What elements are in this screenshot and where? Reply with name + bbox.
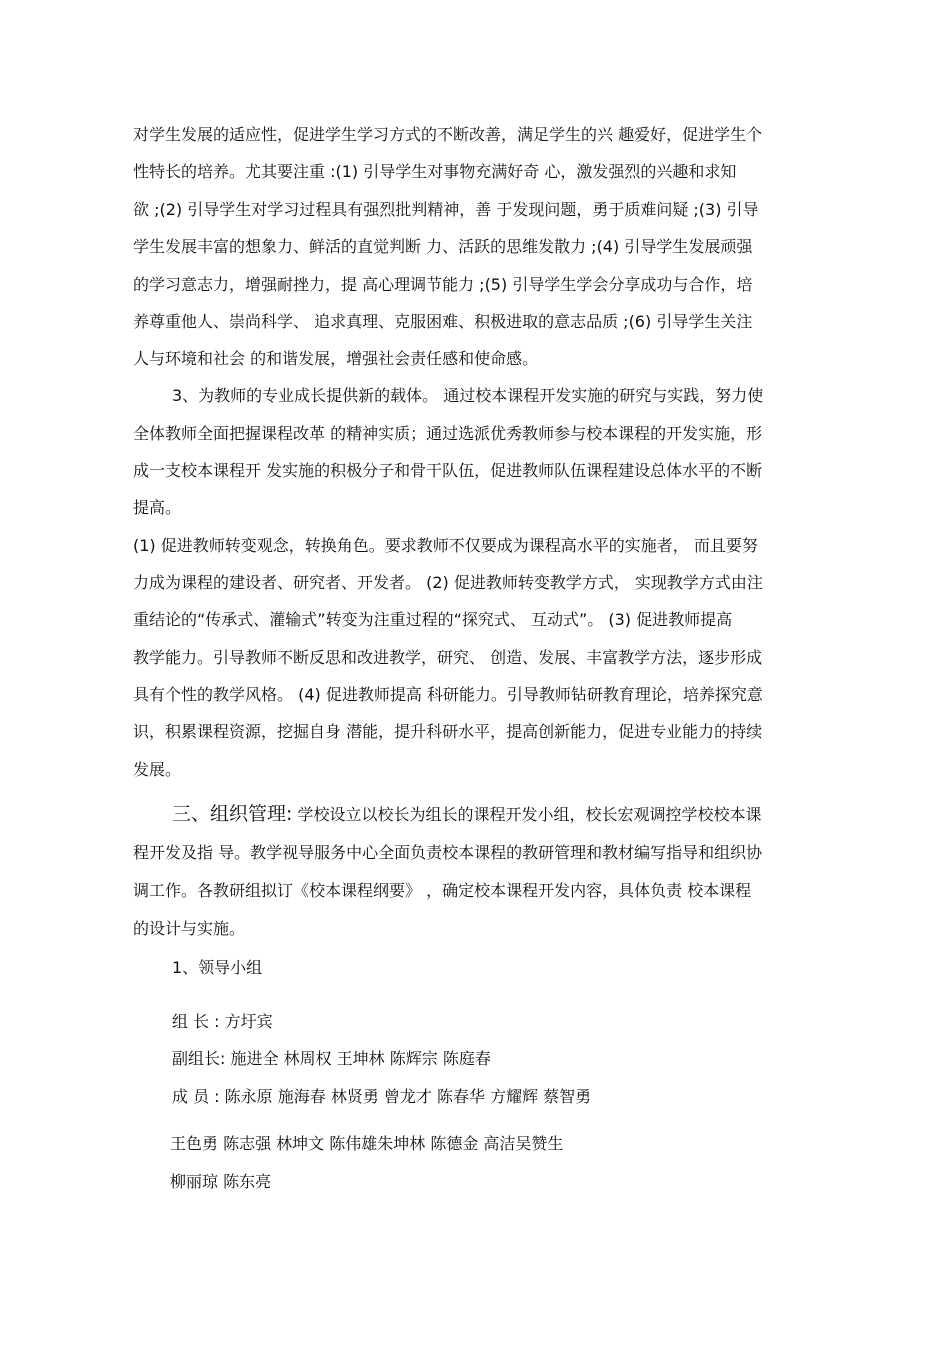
text-line: 的学习意志力，增强耐挫力，提 高心理调节能力 ;(5) 引导学生学会分享成功与合作，培 — [133, 275, 753, 294]
text-line: 重结论的“传承式、灌输式”转变为注重过程的“探究式、 互动式”。 (3) 促进教师提高 — [133, 610, 733, 629]
text-line: 具有个性的教学风格。 (4) 促进教师提高 科研能力。引导教师钻研教育理论，培养探究意 — [133, 685, 763, 704]
text-line: 柳丽琼 陈东亮 — [170, 1172, 272, 1191]
section-heading-text: 学校设立以校长为组长的课程开发小组，校长宏观调控学校校本课 — [292, 805, 762, 824]
text-line: (1) 促进教师转变观念，转换角色。要求教师不仅要成为课程高水平的实施者， 而且要努 — [133, 536, 758, 555]
text-line: 教学能力。引导教师不断反思和改进教学，研究、 创造、发展、丰富教学方法，逐步形成 — [133, 648, 763, 667]
text-line: 副组长: 施进全 林周权 王坤林 陈辉宗 陈庭春 — [172, 1049, 491, 1068]
text-line: 对学生发展的适应性，促进学生学习方式的不断改善，满足学生的兴 趣爱好，促进学生个 — [133, 125, 763, 144]
text-line: 王色勇 陈志强 林坤文 陈伟雄朱坤林 陈德金 高洁吴赞生 — [170, 1134, 564, 1153]
text-line: 人与环境和社会 的和谐发展，增强社会责任感和使命感。 — [133, 349, 539, 368]
text-line: 力成为课程的建设者、研究者、开发者。 (2) 促进教师转变教学方式， 实现教学方式由注 — [133, 573, 763, 592]
section-heading — [172, 804, 762, 825]
text-line: 养尊重他人、崇尚科学、 追求真理、克服困难、积极进取的意志品质 ;(6) 引导学生关注 — [133, 312, 753, 331]
text-line: 识，积累课程资源，挖掘自身 潜能，提升科研水平，提高创新能力，促进专业能力的持续 — [133, 722, 763, 741]
text-line: 组 长 : 方圩宾 — [172, 1012, 273, 1031]
text-line: 的设计与实施。 — [133, 919, 246, 938]
text-line: 提高。 — [133, 498, 182, 517]
text-line: 学生发展丰富的想象力、鲜活的直觉判断 力、活跃的思维发散力 ;(4) 引导学生发展顽强 — [133, 237, 753, 256]
text-line: 成一支校本课程开 发实施的积极分子和骨干队伍，促进教师队伍课程建设总体水平的不断 — [133, 461, 763, 480]
text-line: 欲 ;(2) 引导学生对学习过程具有强烈批判精神，善 于发现问题，勇于质难问疑 ;(3) 引导 — [133, 200, 759, 219]
text-line: 3、为教师的专业成长提供新的载体。 通过校本课程开发实施的研究与实践，努力使 — [172, 386, 764, 405]
text-line: 性特长的培养。尤其要注重 :(1) 引导学生对事物充满好奇 心，激发强烈的兴趣和求知 — [133, 162, 737, 181]
text-line: 调工作。各教研组拟订《校本课程纲要》 ，确定校本课程开发内容，具体负责 校本课程 — [133, 881, 752, 900]
text-line: 全体教师全面把握课程改革 的精神实质；通过选派优秀教师参与校本课程的开发实施，形 — [133, 424, 763, 443]
section-heading-title: 三、组织管理: — [172, 803, 293, 825]
text-line: 程开发及指 导。教学视导服务中心全面负责校本课程的教研管理和教材编写指导和组织协 — [133, 843, 763, 862]
text-line: 成 员 : 陈永原 施海春 林贤勇 曾龙才 陈春华 方耀辉 蔡智勇 — [172, 1087, 592, 1106]
text-line: 发展。 — [133, 760, 182, 779]
text-line: 1、领导小组 — [172, 958, 263, 977]
